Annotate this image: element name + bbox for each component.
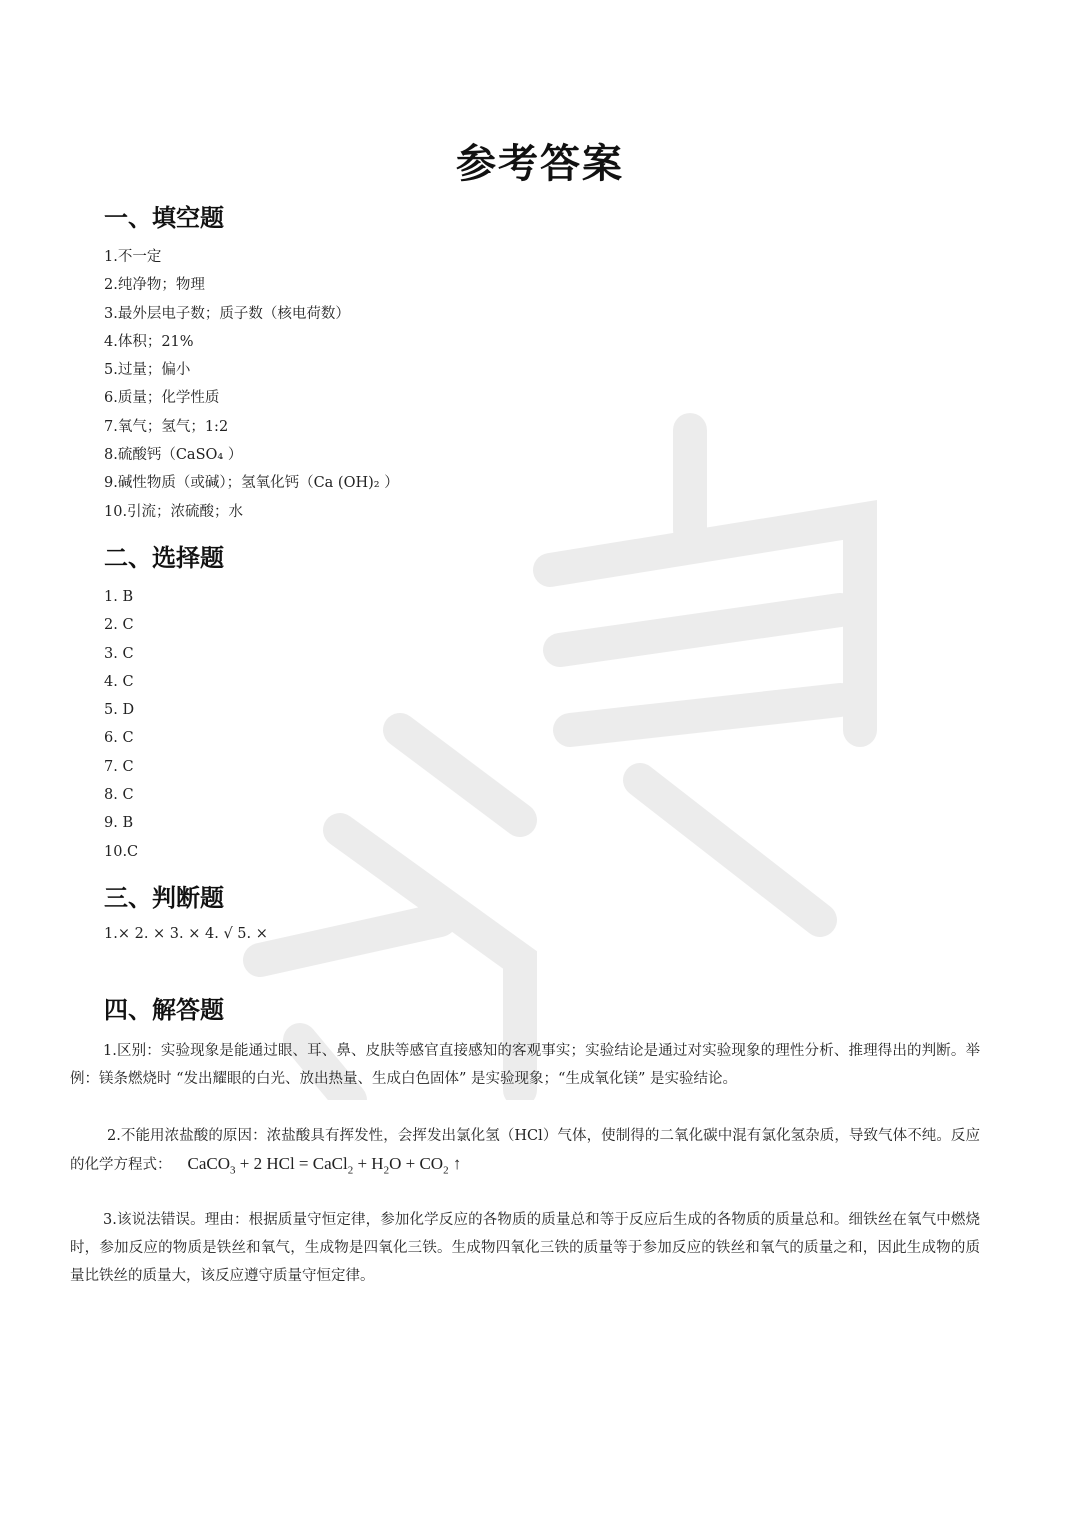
section-heading-short-answer: 四、解答题 [104,995,224,1024]
list-item: 5. D [104,702,135,719]
chemical-equation [187,1154,462,1177]
list-item: 6. C [104,730,134,747]
formula-part: + H [353,1154,384,1173]
list-item: 1. B [104,589,134,605]
list-item: 3.最外层电子数；质子数（核电荷数） [104,305,350,322]
formula-subscript: 2 [443,1164,449,1177]
list-item: 5.过量；偏小 [104,362,191,379]
formula-subscript: 2 [347,1164,354,1177]
list-item: 7. C [104,758,134,775]
section-heading-fill-in: 一、填空题 [104,203,224,232]
list-item: 3. C [104,645,134,662]
judge-answers: 1.× 2. × 3. × 4. √ 5. × [104,926,268,942]
formula-part: O + CO [389,1154,444,1173]
section-heading-judge: 三、判断题 [104,883,224,912]
list-item: 9.碱性物质（或碱）；氢氧化钙（Ca (OH)₂ ） [104,475,399,492]
formula-part: CaCl [312,1154,348,1173]
answer-paragraph-3: 3.该说法错误。理由：根据质量守恒定律，参加化学反应的各物质的质量总和等于反应后生成的各物质的质量总和。细铁丝在氧气中燃烧时，参加反应的物质是铁丝和氧气，生成物是四氧化三铁。生成物四氧化三铁的质量等于参加反应的铁丝和氧气的质量之和，因此生成物的质量比铁丝的质量大，该反应遵守质量守恒定律。 [70,1212,980,1284]
fill-in-answer-list [104,243,399,526]
list-item: 6.质量；化学性质 [104,390,220,407]
list-item: 9. B [104,815,134,832]
formula-subscript: 2 [383,1164,390,1177]
answer-paragraph-2-text: 2.不能用浓盐酸的原因：浓盐酸具有挥发性，会挥发出氯化氢（HCl）气体，使制得的二氧化碳中混有氯化氢杂质，导致气体不纯。反应的化学方程式： [70,1128,980,1173]
formula-subscript: 3 [230,1164,236,1177]
list-item: 8.硫酸钙（CaSO₄ ） [104,447,243,464]
list-item: 7.氧气；氢气；1:2 [104,418,229,435]
answer-paragraph-1: 1.区别：实验现象是能通过眼、耳、鼻、皮肤等感官直接感知的客观事实；实验结论是通过对实验现象的理性分析、推理得出的判断。举例：镁条燃烧时 “发出耀眼的白光、放出热量、生成白色固体” 是实验现象；“生成氧化镁” 是实验结论。 [70,1043,980,1087]
list-item: 2. C [104,617,134,634]
list-item: 1.不一定 [104,249,162,265]
formula-part: CaCO [187,1154,230,1173]
list-item: 10.C [104,843,139,860]
answer-paragraph-2 [70,1122,980,1184]
up-arrow-icon: ↑ [448,1154,462,1173]
formula-part: + 2 HCl = [235,1154,313,1173]
page-title: 参考答案 [456,140,624,187]
list-item: 4.体积；21% [104,333,194,350]
list-item: 10.引流；浓硫酸；水 [104,503,244,520]
list-item: 2.纯净物；物理 [104,277,205,294]
choice-answer-list [104,583,138,866]
section-heading-choice: 二、选择题 [104,543,224,572]
list-item: 8. C [104,787,134,804]
list-item: 4. C [104,673,134,690]
